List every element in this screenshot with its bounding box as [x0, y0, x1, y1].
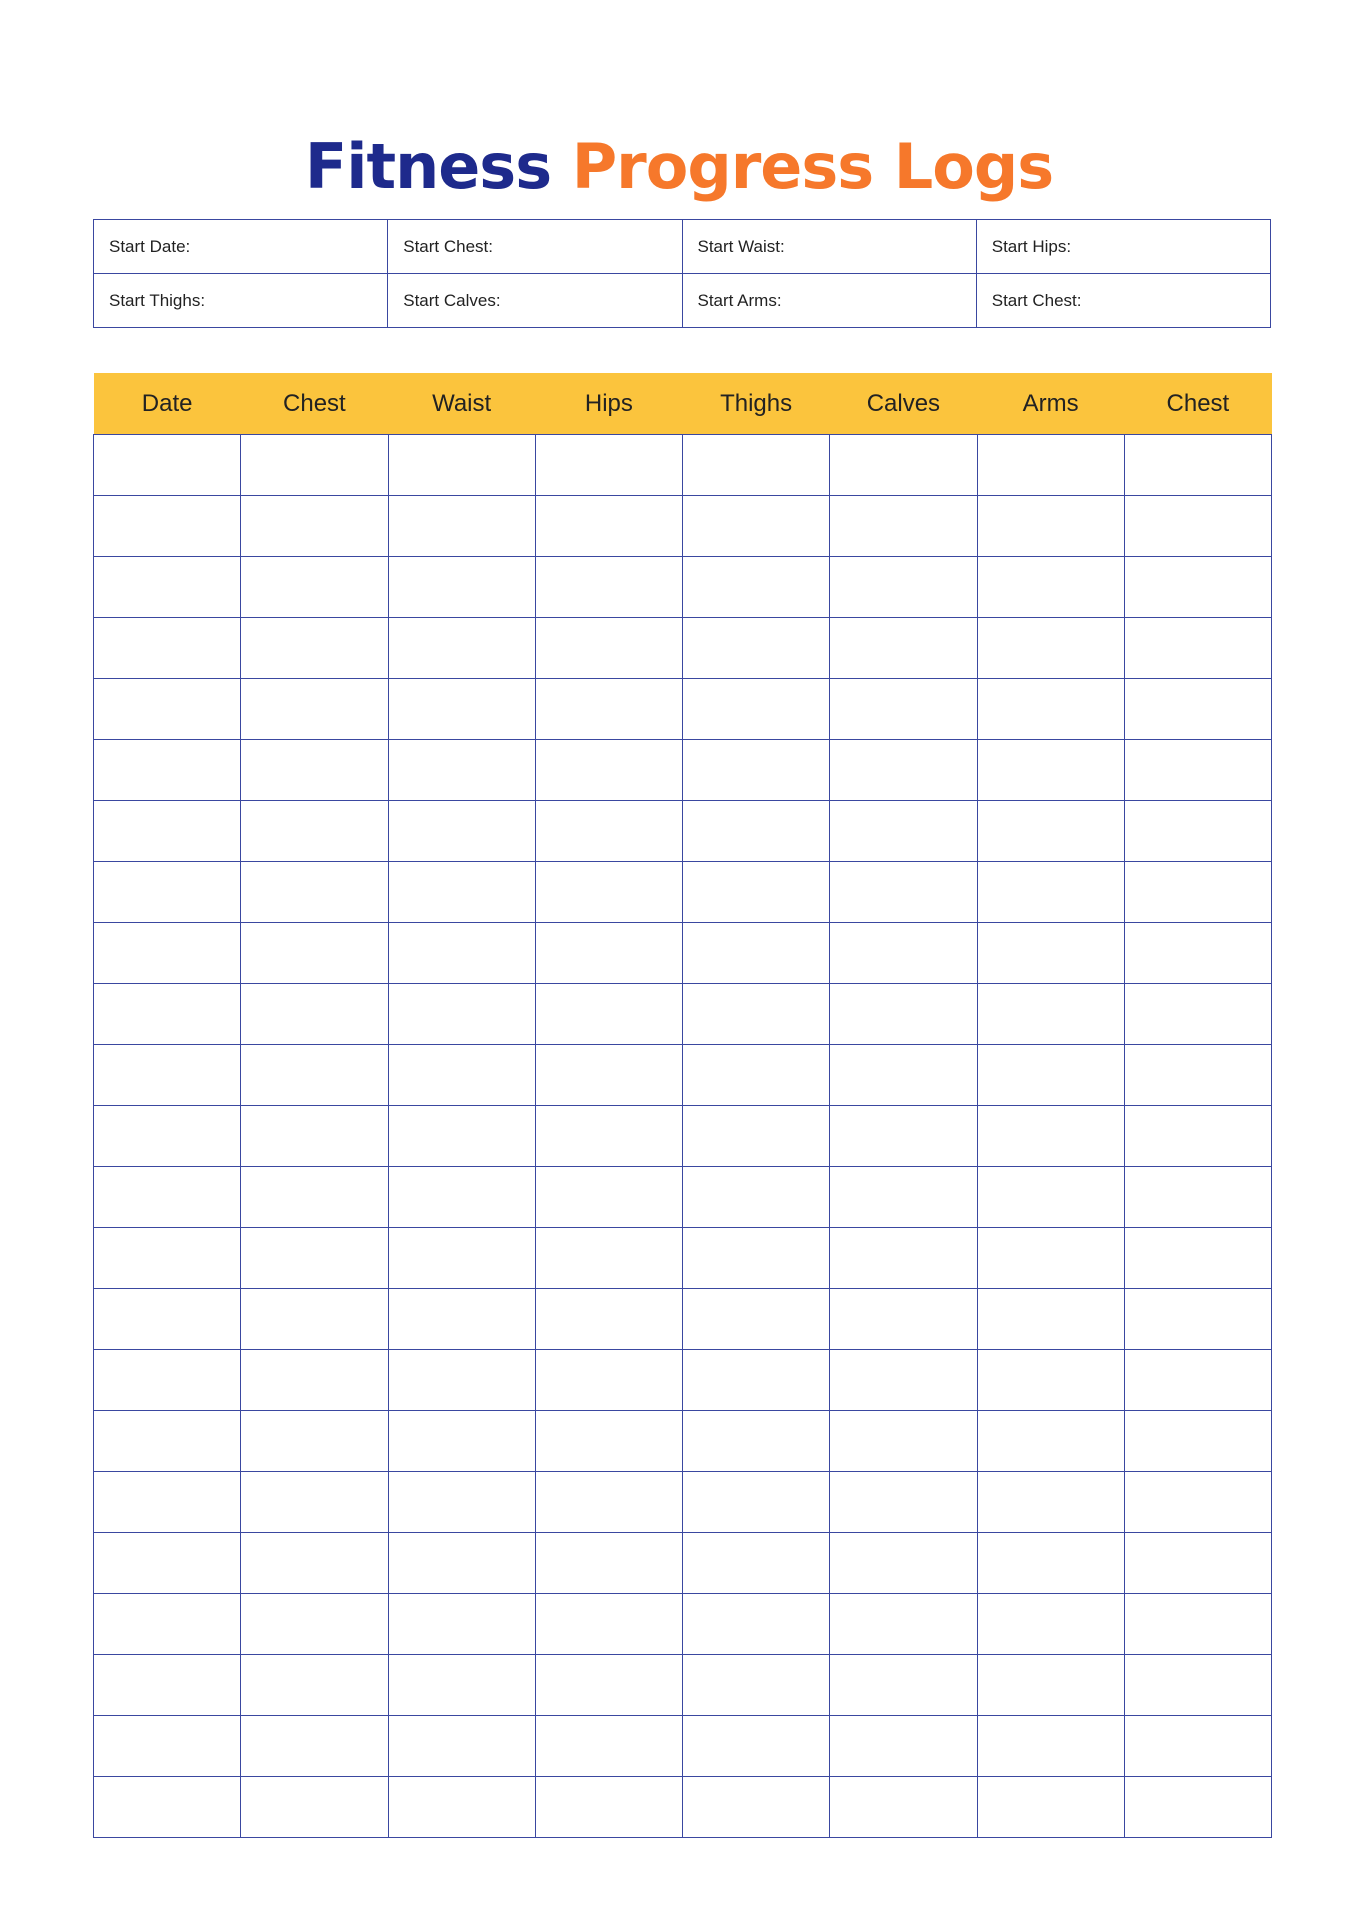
log-cell-chest[interactable]: [241, 862, 388, 923]
log-cell-chest[interactable]: [1124, 1777, 1271, 1838]
log-cell-chest[interactable]: [241, 435, 388, 496]
log-cell-chest[interactable]: [241, 1655, 388, 1716]
log-cell-hips[interactable]: [535, 1289, 682, 1350]
log-cell-date[interactable]: [94, 1533, 241, 1594]
table-row: [94, 1594, 1272, 1655]
table-row: [94, 923, 1272, 984]
log-cell-calves[interactable]: [830, 1167, 977, 1228]
log-cell-thighs[interactable]: [683, 679, 830, 740]
log-cell-calves[interactable]: [830, 1655, 977, 1716]
log-cell-date[interactable]: [94, 984, 241, 1045]
log-cell-chest[interactable]: [241, 1228, 388, 1289]
log-cell-calves[interactable]: [830, 1594, 977, 1655]
log-cell-chest[interactable]: [241, 679, 388, 740]
log-cell-arms[interactable]: [977, 1472, 1124, 1533]
log-cell-chest[interactable]: [241, 1594, 388, 1655]
log-cell-chest[interactable]: [241, 496, 388, 557]
log-cell-waist[interactable]: [388, 1716, 535, 1777]
log-cell-arms[interactable]: [977, 1228, 1124, 1289]
log-cell-calves[interactable]: [830, 1716, 977, 1777]
log-cell-thighs[interactable]: [683, 1167, 830, 1228]
log-cell-arms[interactable]: [977, 1289, 1124, 1350]
log-cell-arms[interactable]: [977, 1594, 1124, 1655]
log-cell-waist[interactable]: [388, 618, 535, 679]
start-field-label: Start Hips:: [991, 236, 1072, 256]
log-cell-hips[interactable]: [535, 618, 682, 679]
log-cell-calves[interactable]: [830, 1777, 977, 1838]
log-cell-chest[interactable]: [1124, 1655, 1271, 1716]
log-cell-date[interactable]: [94, 1350, 241, 1411]
log-cell-chest[interactable]: [1124, 1472, 1271, 1533]
column-header-calves: Calves: [830, 373, 977, 435]
log-cell-calves[interactable]: [830, 1350, 977, 1411]
log-cell-chest[interactable]: [1124, 1045, 1271, 1106]
log-cell-chest[interactable]: [241, 1411, 388, 1472]
table-row: [94, 1228, 1272, 1289]
log-cell-arms[interactable]: [977, 496, 1124, 557]
table-row: [94, 1045, 1272, 1106]
log-cell-waist[interactable]: [388, 1350, 535, 1411]
log-cell-chest[interactable]: [241, 618, 388, 679]
log-cell-date[interactable]: [94, 1289, 241, 1350]
log-cell-arms[interactable]: [977, 1411, 1124, 1472]
log-cell-date[interactable]: [94, 1167, 241, 1228]
log-cell-chest[interactable]: [241, 1106, 388, 1167]
log-cell-waist[interactable]: [388, 1045, 535, 1106]
start-field-start-hips[interactable]: [976, 220, 1270, 274]
log-cell-thighs[interactable]: [683, 1472, 830, 1533]
log-cell-calves[interactable]: [830, 435, 977, 496]
log-cell-date[interactable]: [94, 923, 241, 984]
start-row: [94, 220, 1271, 274]
log-cell-chest[interactable]: [241, 1777, 388, 1838]
log-cell-chest[interactable]: [1124, 1411, 1271, 1472]
title-part-progress-logs: Progress Logs: [571, 129, 1054, 203]
log-cell-waist[interactable]: [388, 1228, 535, 1289]
log-cell-hips[interactable]: [535, 1045, 682, 1106]
log-cell-chest[interactable]: [241, 1716, 388, 1777]
start-field-label: Start Chest:: [991, 290, 1082, 310]
log-cell-waist[interactable]: [388, 1777, 535, 1838]
log-cell-chest[interactable]: [241, 557, 388, 618]
log-cell-waist[interactable]: [388, 1106, 535, 1167]
log-cell-date[interactable]: [94, 1472, 241, 1533]
log-cell-chest[interactable]: [1124, 801, 1271, 862]
table-row: [94, 435, 1272, 496]
log-cell-arms[interactable]: [977, 923, 1124, 984]
log-cell-date[interactable]: [94, 618, 241, 679]
log-cell-arms[interactable]: [977, 1777, 1124, 1838]
table-row: [94, 862, 1272, 923]
log-cell-hips[interactable]: [535, 923, 682, 984]
table-row: [94, 1106, 1272, 1167]
start-field-start-chest[interactable]: [388, 220, 682, 274]
log-cell-arms[interactable]: [977, 1045, 1124, 1106]
table-row: [94, 1716, 1272, 1777]
log-cell-arms[interactable]: [977, 984, 1124, 1045]
log-cell-chest[interactable]: [1124, 496, 1271, 557]
table-row: [94, 1411, 1272, 1472]
log-cell-calves[interactable]: [830, 801, 977, 862]
log-cell-thighs[interactable]: [683, 1533, 830, 1594]
log-cell-waist[interactable]: [388, 1655, 535, 1716]
table-row: [94, 496, 1272, 557]
log-cell-date[interactable]: [94, 679, 241, 740]
log-cell-calves[interactable]: [830, 1228, 977, 1289]
log-cell-chest[interactable]: [1124, 1289, 1271, 1350]
log-cell-thighs[interactable]: [683, 1228, 830, 1289]
log-cell-arms[interactable]: [977, 1350, 1124, 1411]
column-header-hips: Hips: [535, 373, 682, 435]
log-cell-hips[interactable]: [535, 435, 682, 496]
log-cell-arms[interactable]: [977, 1167, 1124, 1228]
column-header-waist: Waist: [388, 373, 535, 435]
log-cell-date[interactable]: [94, 435, 241, 496]
log-cell-date[interactable]: [94, 1411, 241, 1472]
log-cell-thighs[interactable]: [683, 1777, 830, 1838]
start-field-start-waist[interactable]: [682, 220, 976, 274]
log-cell-chest[interactable]: [1124, 1106, 1271, 1167]
log-cell-calves[interactable]: [830, 1472, 977, 1533]
log-cell-thighs[interactable]: [683, 1594, 830, 1655]
log-cell-chest[interactable]: [1124, 923, 1271, 984]
column-header-chest: Chest: [241, 373, 388, 435]
start-field-label: Start Thighs:: [109, 290, 206, 310]
column-header-arms: Arms: [977, 373, 1124, 435]
page-title: [0, 130, 1358, 204]
log-cell-date[interactable]: [94, 496, 241, 557]
log-cell-calves[interactable]: [830, 1289, 977, 1350]
log-cell-hips[interactable]: [535, 1228, 682, 1289]
log-cell-calves[interactable]: [830, 618, 977, 679]
log-cell-thighs[interactable]: [683, 435, 830, 496]
log-cell-waist[interactable]: [388, 1289, 535, 1350]
log-header-row: [94, 373, 1272, 435]
log-cell-chest[interactable]: [1124, 1167, 1271, 1228]
log-cell-chest[interactable]: [241, 1167, 388, 1228]
log-cell-thighs[interactable]: [683, 1289, 830, 1350]
log-cell-thighs[interactable]: [683, 923, 830, 984]
start-field-start-date[interactable]: [94, 220, 388, 274]
start-field-label: Start Date:: [109, 236, 191, 256]
log-cell-chest[interactable]: [241, 923, 388, 984]
start-field-start-thighs[interactable]: [94, 274, 388, 328]
log-cell-arms[interactable]: [977, 1655, 1124, 1716]
log-cell-hips[interactable]: [535, 1167, 682, 1228]
log-cell-calves[interactable]: [830, 496, 977, 557]
log-cell-arms[interactable]: [977, 435, 1124, 496]
log-cell-date[interactable]: [94, 801, 241, 862]
log-cell-date[interactable]: [94, 557, 241, 618]
log-cell-waist[interactable]: [388, 923, 535, 984]
log-cell-waist[interactable]: [388, 1411, 535, 1472]
log-cell-chest[interactable]: [241, 1350, 388, 1411]
log-cell-date[interactable]: [94, 1716, 241, 1777]
log-cell-chest[interactable]: [1124, 679, 1271, 740]
start-field-start-arms[interactable]: [682, 274, 976, 328]
log-cell-hips[interactable]: [535, 1594, 682, 1655]
log-cell-thighs[interactable]: [683, 1655, 830, 1716]
log-cell-calves[interactable]: [830, 984, 977, 1045]
log-cell-waist[interactable]: [388, 1533, 535, 1594]
table-row: [94, 801, 1272, 862]
log-cell-thighs[interactable]: [683, 1716, 830, 1777]
table-row: [94, 557, 1272, 618]
log-cell-hips[interactable]: [535, 557, 682, 618]
table-row: [94, 1167, 1272, 1228]
log-cell-hips[interactable]: [535, 1106, 682, 1167]
log-cell-date[interactable]: [94, 1045, 241, 1106]
log-cell-thighs[interactable]: [683, 862, 830, 923]
log-cell-hips[interactable]: [535, 1411, 682, 1472]
log-cell-hips[interactable]: [535, 1350, 682, 1411]
start-field-label: Start Chest:: [403, 236, 494, 256]
log-cell-waist[interactable]: [388, 984, 535, 1045]
log-cell-chest[interactable]: [1124, 862, 1271, 923]
log-cell-waist[interactable]: [388, 1167, 535, 1228]
start-field-label: Start Waist:: [697, 236, 785, 256]
log-cell-hips[interactable]: [535, 496, 682, 557]
log-cell-chest[interactable]: [1124, 1716, 1271, 1777]
log-cell-arms[interactable]: [977, 1106, 1124, 1167]
table-row: [94, 1533, 1272, 1594]
log-cell-calves[interactable]: [830, 1045, 977, 1106]
log-cell-date[interactable]: [94, 862, 241, 923]
table-row: [94, 618, 1272, 679]
log-cell-chest[interactable]: [241, 1472, 388, 1533]
log-cell-date[interactable]: [94, 1228, 241, 1289]
log-cell-chest[interactable]: [1124, 1533, 1271, 1594]
log-cell-thighs[interactable]: [683, 801, 830, 862]
log-cell-date[interactable]: [94, 1655, 241, 1716]
title-part-fitness: Fitness: [304, 129, 552, 203]
log-cell-hips[interactable]: [535, 984, 682, 1045]
log-cell-arms[interactable]: [977, 801, 1124, 862]
log-cell-calves[interactable]: [830, 1411, 977, 1472]
log-cell-chest[interactable]: [1124, 984, 1271, 1045]
log-cell-thighs[interactable]: [683, 740, 830, 801]
log-cell-arms[interactable]: [977, 618, 1124, 679]
log-cell-chest[interactable]: [1124, 1350, 1271, 1411]
log-cell-thighs[interactable]: [683, 496, 830, 557]
table-row: [94, 1777, 1272, 1838]
log-cell-hips[interactable]: [535, 801, 682, 862]
start-row: [94, 274, 1271, 328]
table-row: [94, 679, 1272, 740]
log-cell-date[interactable]: [94, 740, 241, 801]
log-cell-hips[interactable]: [535, 1777, 682, 1838]
log-cell-arms[interactable]: [977, 1533, 1124, 1594]
log-cell-hips[interactable]: [535, 1716, 682, 1777]
log-cell-waist[interactable]: [388, 1594, 535, 1655]
start-field-label: Start Calves:: [403, 290, 501, 310]
log-cell-thighs[interactable]: [683, 1350, 830, 1411]
log-cell-calves[interactable]: [830, 557, 977, 618]
log-cell-chest[interactable]: [241, 984, 388, 1045]
log-cell-chest[interactable]: [1124, 1228, 1271, 1289]
progress-log-table: [93, 373, 1272, 1838]
log-cell-arms[interactable]: [977, 679, 1124, 740]
log-cell-chest[interactable]: [1124, 618, 1271, 679]
log-cell-thighs[interactable]: [683, 557, 830, 618]
log-cell-date[interactable]: [94, 1106, 241, 1167]
log-cell-arms[interactable]: [977, 1716, 1124, 1777]
log-cell-chest[interactable]: [241, 1533, 388, 1594]
log-cell-hips[interactable]: [535, 740, 682, 801]
table-row: [94, 740, 1272, 801]
log-cell-chest[interactable]: [1124, 1594, 1271, 1655]
log-cell-hips[interactable]: [535, 862, 682, 923]
log-cell-hips[interactable]: [535, 679, 682, 740]
column-header-thighs: Thighs: [683, 373, 830, 435]
start-field-label: Start Arms:: [697, 290, 782, 310]
log-cell-waist[interactable]: [388, 679, 535, 740]
log-cell-calves[interactable]: [830, 679, 977, 740]
table-row: [94, 1350, 1272, 1411]
log-cell-arms[interactable]: [977, 862, 1124, 923]
log-cell-chest[interactable]: [241, 740, 388, 801]
start-field-start-chest[interactable]: [976, 274, 1270, 328]
log-cell-chest[interactable]: [1124, 557, 1271, 618]
log-cell-calves[interactable]: [830, 923, 977, 984]
log-cell-thighs[interactable]: [683, 1411, 830, 1472]
log-cell-chest[interactable]: [241, 1045, 388, 1106]
log-cell-arms[interactable]: [977, 740, 1124, 801]
log-cell-chest[interactable]: [1124, 435, 1271, 496]
column-header-chest: Chest: [1124, 373, 1271, 435]
log-cell-waist[interactable]: [388, 496, 535, 557]
table-row: [94, 984, 1272, 1045]
log-cell-hips[interactable]: [535, 1655, 682, 1716]
log-cell-date[interactable]: [94, 1594, 241, 1655]
log-cell-thighs[interactable]: [683, 618, 830, 679]
log-cell-chest[interactable]: [241, 1289, 388, 1350]
log-cell-calves[interactable]: [830, 1106, 977, 1167]
log-cell-waist[interactable]: [388, 1472, 535, 1533]
table-row: [94, 1472, 1272, 1533]
log-cell-thighs[interactable]: [683, 1106, 830, 1167]
start-field-start-calves[interactable]: [388, 274, 682, 328]
log-cell-calves[interactable]: [830, 1533, 977, 1594]
log-cell-hips[interactable]: [535, 1533, 682, 1594]
log-cell-chest[interactable]: [1124, 740, 1271, 801]
log-cell-date[interactable]: [94, 1777, 241, 1838]
start-measurements-table: [93, 219, 1271, 328]
table-row: [94, 1655, 1272, 1716]
log-cell-thighs[interactable]: [683, 1045, 830, 1106]
log-cell-arms[interactable]: [977, 557, 1124, 618]
log-cell-waist[interactable]: [388, 862, 535, 923]
log-cell-thighs[interactable]: [683, 984, 830, 1045]
log-cell-chest[interactable]: [241, 801, 388, 862]
log-cell-calves[interactable]: [830, 740, 977, 801]
log-cell-calves[interactable]: [830, 862, 977, 923]
column-header-date: Date: [94, 373, 241, 435]
log-cell-waist[interactable]: [388, 557, 535, 618]
log-cell-hips[interactable]: [535, 1472, 682, 1533]
log-cell-waist[interactable]: [388, 435, 535, 496]
log-cell-waist[interactable]: [388, 740, 535, 801]
log-cell-waist[interactable]: [388, 801, 535, 862]
table-row: [94, 1289, 1272, 1350]
